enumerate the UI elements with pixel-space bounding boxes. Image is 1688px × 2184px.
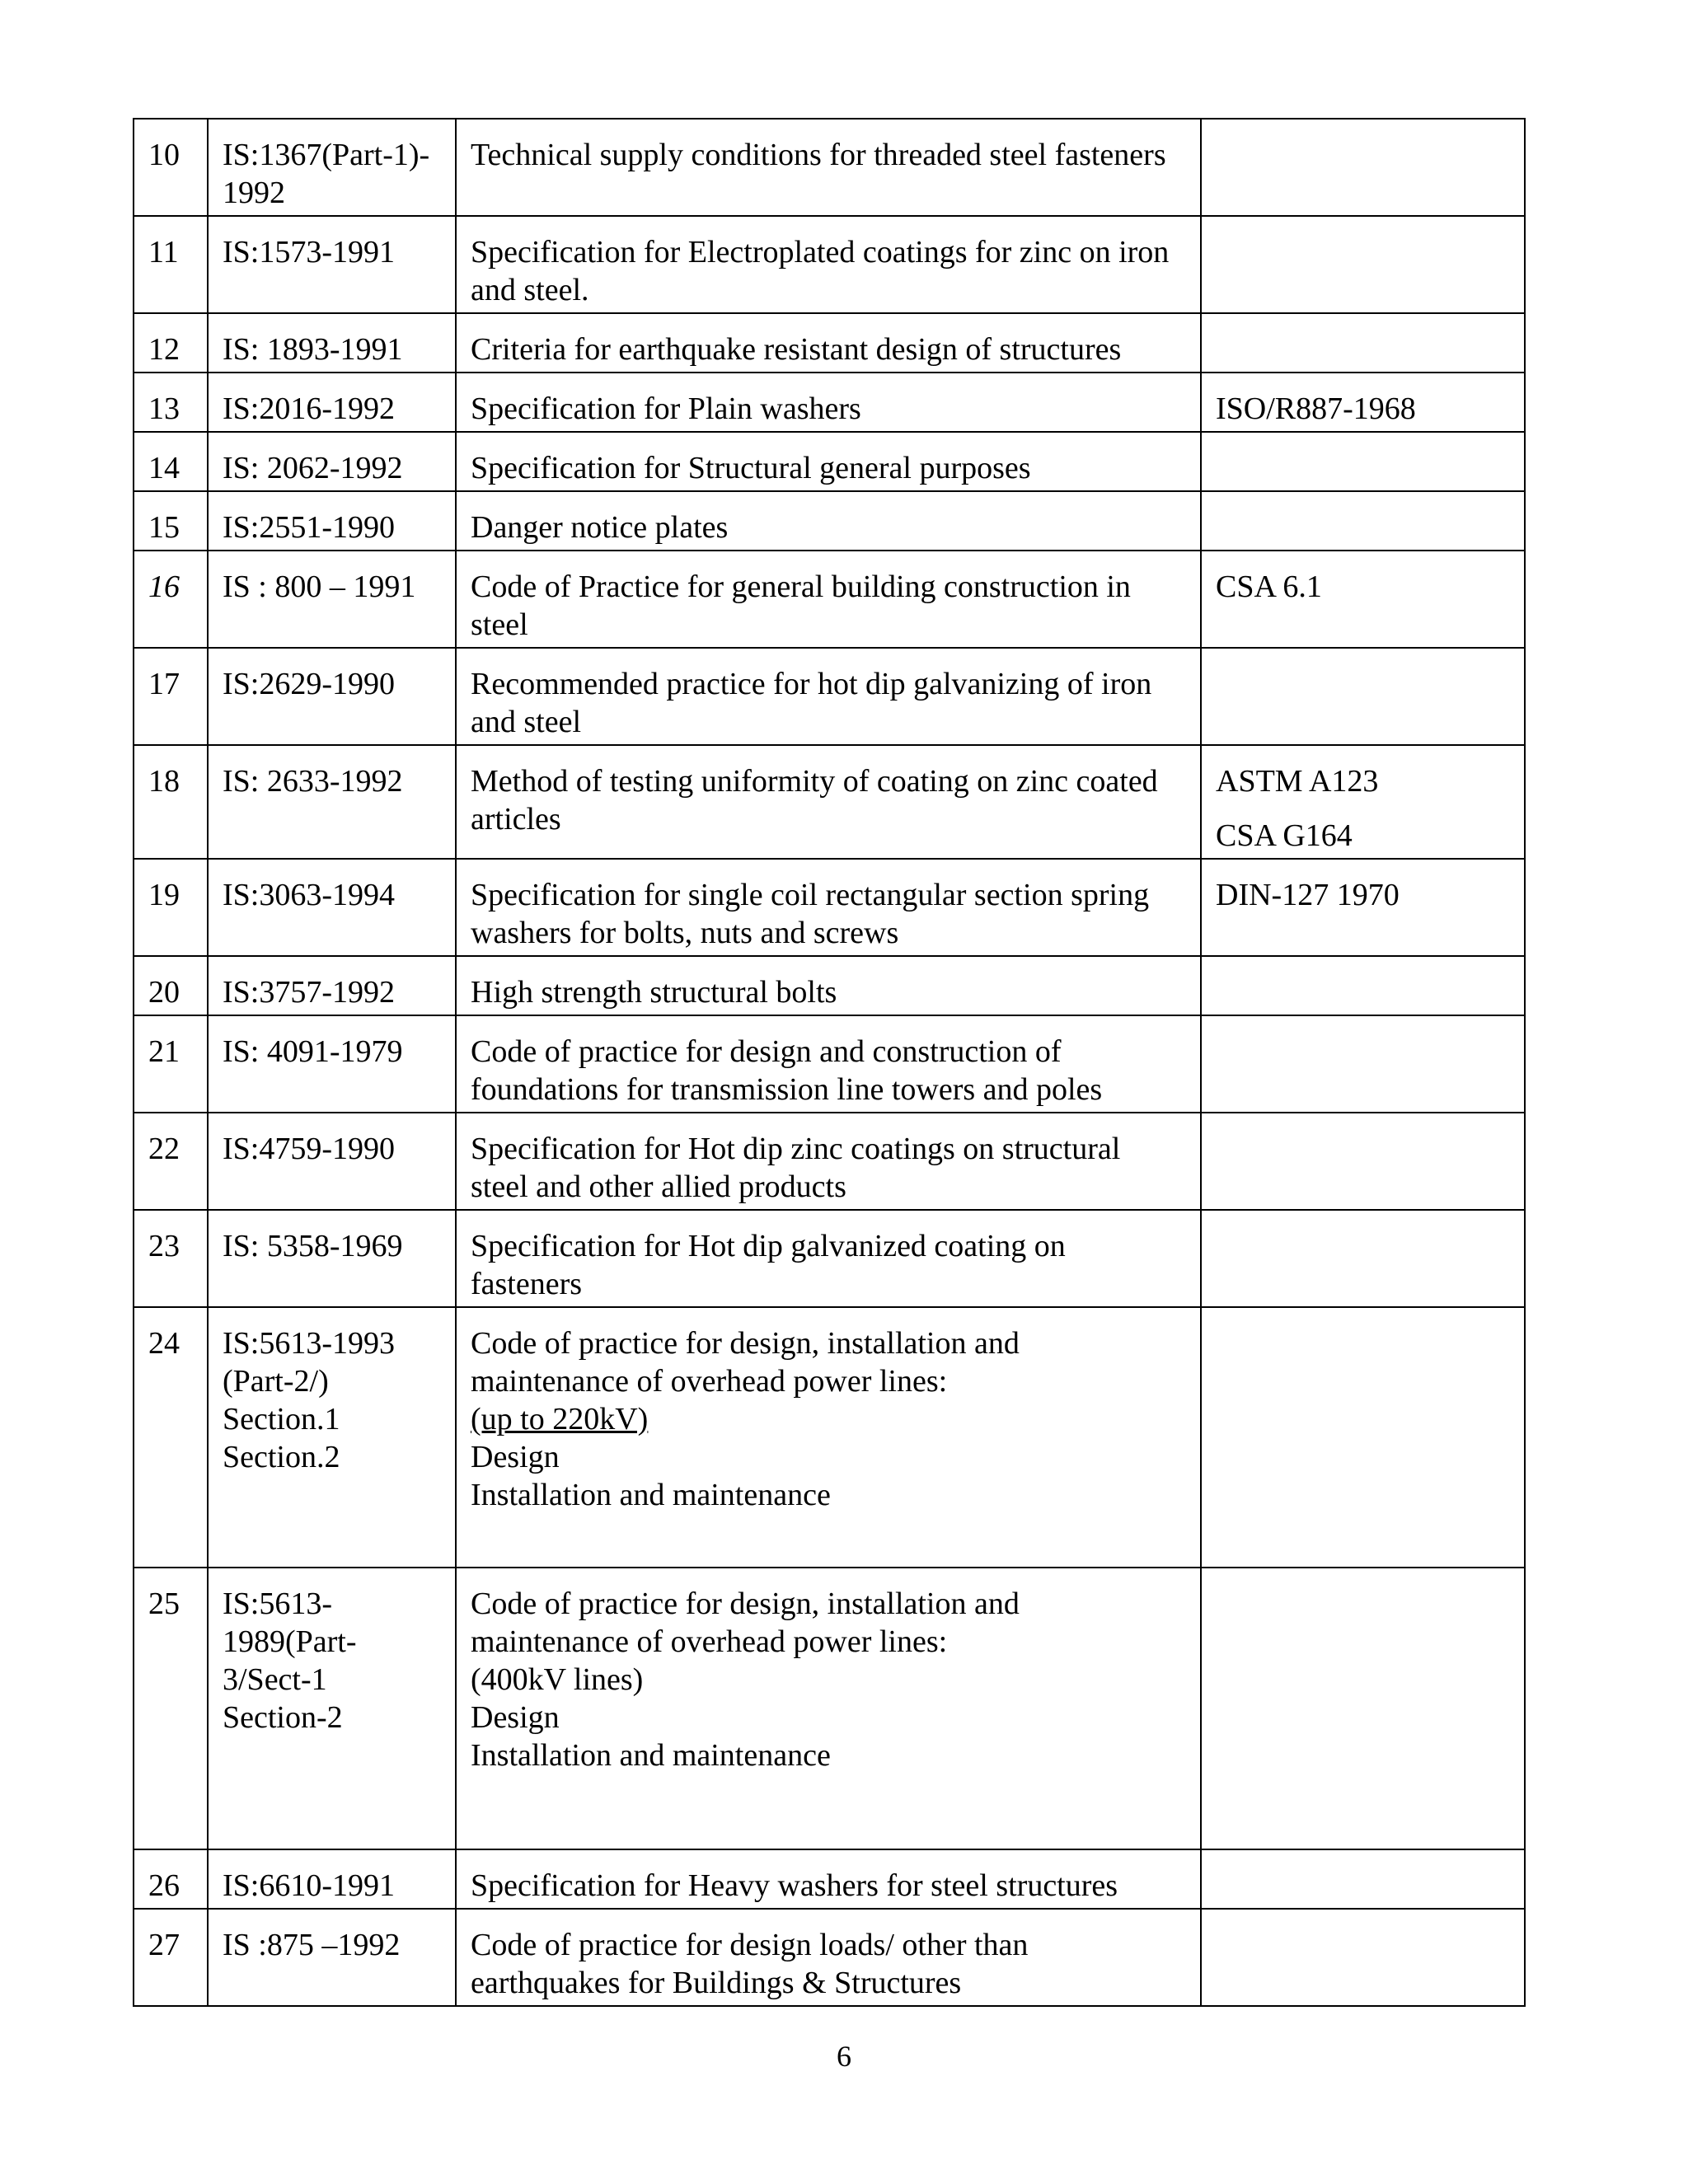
title-line: foundations for transmission line towers and poles [471, 1072, 1103, 1107]
standard-code-cell [208, 1568, 456, 1849]
code-line: IS: 2633-1992 [223, 764, 403, 799]
code-line: IS:4759-1990 [223, 1132, 395, 1166]
standard-code-cell [208, 859, 456, 956]
title-line: Specification for Heavy washers for steel structures [471, 1868, 1118, 1903]
table-row [134, 313, 1525, 373]
table-row [134, 1210, 1525, 1307]
reference-standard-cell [1201, 373, 1525, 432]
serial-number-cell: 27 [134, 1909, 208, 2006]
standard-code-cell [208, 432, 456, 491]
code-line: IS: 5358-1969 [223, 1229, 403, 1263]
standard-title-cell [456, 1210, 1201, 1307]
serial-number-cell: 17 [134, 648, 208, 745]
serial-number-cell: 25 [134, 1568, 208, 1849]
code-line: 1989(Part- [223, 1624, 357, 1659]
page-number: 6 [837, 2040, 851, 2073]
code-line: IS:3757-1992 [223, 975, 395, 1010]
title-line: Specification for Hot dip galvanized coating on [471, 1229, 1066, 1263]
ref-line: ISO/R887-1968 [1216, 391, 1416, 426]
reference-standard-cell [1201, 1307, 1525, 1568]
code-line: IS: 4091-1979 [223, 1034, 403, 1069]
code-line: IS: 2062-1992 [223, 451, 403, 485]
standard-code-cell [208, 1113, 456, 1210]
standard-title-cell [456, 1307, 1201, 1568]
standard-title-cell [456, 119, 1201, 216]
code-line: IS: 1893-1991 [223, 332, 403, 367]
title-line: articles [471, 802, 561, 837]
table-row [134, 1909, 1525, 2006]
code-line: IS:1573-1991 [223, 235, 395, 269]
table-row [134, 648, 1525, 745]
reference-standard-cell [1201, 551, 1525, 648]
standard-title-cell [456, 373, 1201, 432]
code-line: Section.1 [223, 1402, 340, 1436]
title-line: Specification for Structural general purposes [471, 451, 1031, 485]
reference-standard-cell [1201, 119, 1525, 216]
reference-standard-cell [1201, 216, 1525, 313]
ref-line: DIN-127 1970 [1216, 878, 1400, 912]
table-row [134, 859, 1525, 956]
title-line: Specification for Electroplated coatings for zinc on iron [471, 235, 1170, 269]
standard-code-cell [208, 313, 456, 373]
title-line: Design [471, 1700, 560, 1735]
title-line: Code of practice for design, installation and [471, 1586, 1020, 1621]
title-line: Installation and maintenance [471, 1738, 831, 1773]
serial-number-cell: 11 [134, 216, 208, 313]
standard-code-cell [208, 1849, 456, 1909]
standard-code-cell [208, 1015, 456, 1113]
standard-title-cell [456, 956, 1201, 1015]
serial-number-cell: 15 [134, 491, 208, 551]
table-row [134, 491, 1525, 551]
standard-title-cell [456, 432, 1201, 491]
serial-number-cell: 19 [134, 859, 208, 956]
serial-number-cell: 18 [134, 745, 208, 859]
serial-number-cell: 26 [134, 1849, 208, 1909]
serial-number-cell: 13 [134, 373, 208, 432]
standard-code-cell [208, 1210, 456, 1307]
table-row [134, 216, 1525, 313]
title-line: steel [471, 607, 528, 642]
title-line: steel and other allied products [471, 1169, 846, 1204]
code-line: IS:5613- [223, 1586, 332, 1621]
code-line: (Part-2/) [223, 1364, 329, 1399]
standard-title-cell [456, 1015, 1201, 1113]
title-line: Code of practice for design loads/ other than [471, 1928, 1029, 1962]
code-line: IS:2629-1990 [223, 667, 395, 701]
title-line: maintenance of overhead power lines: [471, 1624, 948, 1659]
ref-line: CSA 6.1 [1216, 569, 1322, 604]
title-line: fasteners [471, 1267, 583, 1301]
table-row [134, 551, 1525, 648]
code-line: IS:3063-1994 [223, 878, 395, 912]
serial-number-cell: 23 [134, 1210, 208, 1307]
title-line: and steel [471, 705, 582, 739]
ref-line: ASTM A123 [1216, 764, 1379, 799]
code-line: Section-2 [223, 1700, 343, 1735]
standard-code-cell [208, 1307, 456, 1568]
table-row [134, 1849, 1525, 1909]
code-line: 3/Sect-1 [223, 1662, 327, 1697]
title-line: Criteria for earthquake resistant design of structures [471, 332, 1122, 367]
code-line: Section.2 [223, 1440, 340, 1474]
serial-number-cell: 24 [134, 1307, 208, 1568]
title-line: and steel. [471, 273, 589, 307]
title-line: maintenance of overhead power lines: [471, 1364, 948, 1399]
serial-number-cell: 12 [134, 313, 208, 373]
table-row [134, 432, 1525, 491]
title-line: Code of Practice for general building construction in [471, 569, 1131, 604]
ref-line: CSA G164 [1216, 818, 1353, 853]
standard-code-cell [208, 491, 456, 551]
code-line: IS : 800 – 1991 [223, 569, 416, 604]
standards-table [133, 118, 1526, 2007]
code-line: IS:2016-1992 [223, 391, 395, 426]
title-line: Code of practice for design and construction of [471, 1034, 1062, 1069]
standard-title-cell [456, 491, 1201, 551]
serial-number-cell: 20 [134, 956, 208, 1015]
standard-title-cell [456, 1568, 1201, 1849]
code-line: IS:5613-1993 [223, 1326, 395, 1361]
reference-standard-cell [1201, 956, 1525, 1015]
table-row [134, 1568, 1525, 1849]
serial-number-cell: 10 [134, 119, 208, 216]
title-line: Installation and maintenance [471, 1478, 831, 1512]
title-line: Design [471, 1440, 560, 1474]
code-line: IS:6610-1991 [223, 1868, 395, 1903]
reference-standard-cell [1201, 432, 1525, 491]
standard-code-cell [208, 745, 456, 859]
title-line: Technical supply conditions for threaded steel fasteners [471, 138, 1166, 172]
standard-code-cell [208, 1909, 456, 2006]
title-line: Specification for Plain washers [471, 391, 861, 426]
serial-number-cell: 14 [134, 432, 208, 491]
standard-title-cell [456, 648, 1201, 745]
table-row [134, 1307, 1525, 1568]
standard-title-cell [456, 313, 1201, 373]
title-line: Recommended practice for hot dip galvanizing of iron [471, 667, 1152, 701]
title-line: High strength structural bolts [471, 975, 837, 1010]
reference-standard-cell [1201, 859, 1525, 956]
table-row [134, 373, 1525, 432]
standard-title-cell [456, 216, 1201, 313]
code-line: IS:1367(Part-1)- [223, 138, 430, 172]
code-line: 1992 [223, 176, 285, 210]
standard-title-cell [456, 1909, 1201, 2006]
title-line: (up to 220kV) [471, 1402, 649, 1436]
reference-standard-cell [1201, 313, 1525, 373]
serial-number-cell: 22 [134, 1113, 208, 1210]
table-row [134, 745, 1525, 859]
serial-number-cell: 21 [134, 1015, 208, 1113]
title-line: (400kV lines) [471, 1662, 644, 1697]
standard-title-cell [456, 745, 1201, 859]
title-line: washers for bolts, nuts and screws [471, 916, 899, 950]
standards-table-body [134, 119, 1525, 2006]
standard-code-cell [208, 119, 456, 216]
reference-standard-cell [1201, 1849, 1525, 1909]
code-line: IS :875 –1992 [223, 1928, 401, 1962]
reference-standard-cell [1201, 1015, 1525, 1113]
table-row [134, 119, 1525, 216]
title-line: Method of testing uniformity of coating on zinc coated [471, 764, 1158, 799]
reference-standard-cell [1201, 1909, 1525, 2006]
title-line: earthquakes for Buildings & Structures [471, 1966, 962, 2000]
title-line: Danger notice plates [471, 510, 729, 545]
code-line: IS:2551-1990 [223, 510, 395, 545]
table-row [134, 1015, 1525, 1113]
reference-standard-cell [1201, 1113, 1525, 1210]
reference-standard-cell [1201, 1210, 1525, 1307]
standard-code-cell [208, 956, 456, 1015]
standard-title-cell [456, 1113, 1201, 1210]
reference-standard-cell [1201, 1568, 1525, 1849]
serial-number-cell: 16 [134, 551, 208, 648]
title-line: Specification for Hot dip zinc coatings on structural [471, 1132, 1121, 1166]
table-row [134, 956, 1525, 1015]
standard-title-cell [456, 1849, 1201, 1909]
reference-standard-cell [1201, 491, 1525, 551]
reference-standard-cell [1201, 745, 1525, 859]
reference-standard-cell [1201, 648, 1525, 745]
standard-title-cell [456, 859, 1201, 956]
standard-title-cell [456, 551, 1201, 648]
title-line: Code of practice for design, installation and [471, 1326, 1020, 1361]
table-row [134, 1113, 1525, 1210]
standard-code-cell [208, 648, 456, 745]
title-line: Specification for single coil rectangular section spring [471, 878, 1150, 912]
standard-code-cell [208, 373, 456, 432]
standard-code-cell [208, 216, 456, 313]
standard-code-cell [208, 551, 456, 648]
